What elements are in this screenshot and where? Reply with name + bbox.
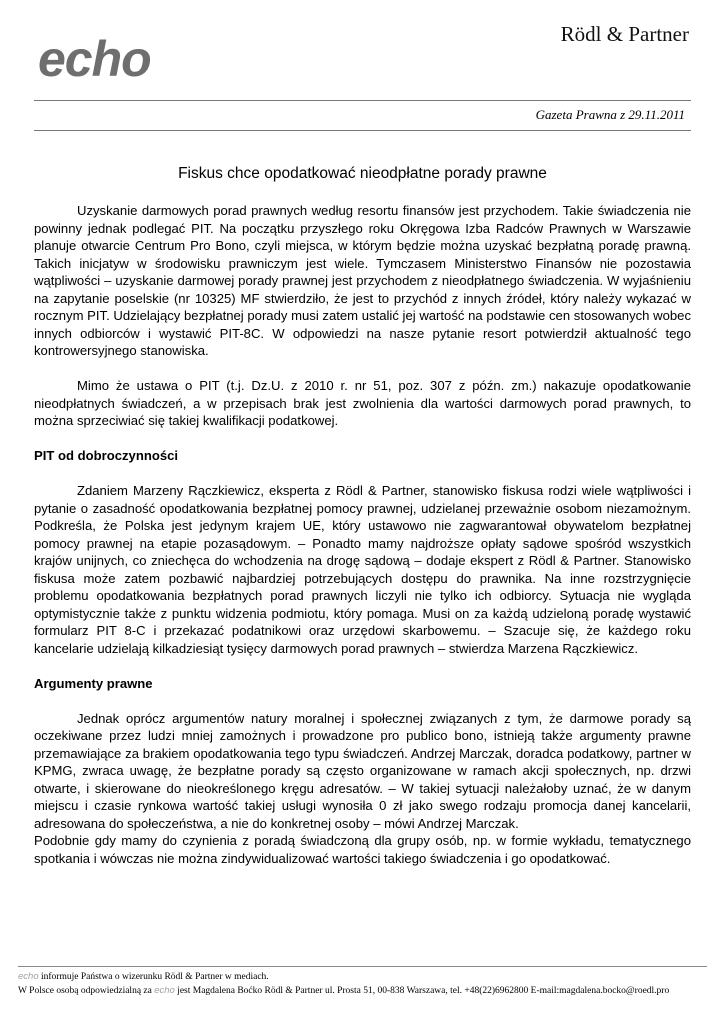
footer-line-2-pre: W Polsce osobą odpowiedzialną za (18, 986, 155, 996)
paragraph: Jednak oprócz argumentów natury moralnej i społecznej związanych z tym, że darmowe porady są oczekiwane przez ludzi mniej zamożnych i prowadzone pro publico bono, istnieją także argumenty prawne przemawiające za brakiem opodatkowania tego typu świadczeń. Andrzej Marczak, doradca podatkowy, partner w KPMG, zwraca uwagę, że bezpłatne porady są często organizowane w ramach akcji społecznych, np. drzwi otwarte, i skierowane do nieokreślonego kręgu adresatów. – W takiej sytuacji należałoby uznać, że w danym miejscu i czasie rynkowa wartość takiej usługi wynosiła 0 zł jako swego rodzaju promocja danej kancelarii, adresowana do społeczeństwa, a nie do konkretnej osoby – mówi Andrzej Marczak. (34, 710, 691, 831)
footer-echo-brand: echo (154, 985, 175, 996)
article-title: Fiskus chce opodatkować nieodpłatne porady prawne (178, 165, 547, 182)
paragraph: Uzyskanie darmowych porad prawnych według resortu finansów jest przychodem. Takie świadczenia nie powinny jednak podlegać PIT. Na początku przyszłego roku Okręgowa Izba Radców Prawnych w Warszawie planuje otwarcie Centrum Pro Bono, czyli miejsca, w którym będzie można uzyskać bezpłatną poradę prawną. Takich inicjatyw w środowisku prawniczym jest wiele. Tymczasem Ministerstwo Finansów nie pozostawia wątpliwości – uzyskanie darmowej porady prawnej jest przychodem z nieodpłatnego świadczenia. W wyjaśnieniu na zapytanie poselskie (nr 10325) MF stwierdziło, że jest to przychód z innych źródeł, który należy wykazać w rocznym PIT. Udzielający bezpłatnej porady musi zatem ustalić jej wartość na podstawie cen stosowanych wobec innych odbiorców i wystawić PIT-8C. W odpowiedzi na nasze pytanie resort potwierdził aktualność tego kontrowersyjnego stanowiska. (34, 203, 691, 358)
article-body (34, 202, 691, 867)
section-heading: PIT od dobroczynności (34, 448, 179, 463)
paragraph: Podobnie gdy mamy do czynienia z poradą świadczoną dla grupy osób, np. w formie wykładu, tematycznego spotkania i wówczas nie można zindywidualizować wartości takiego świadczenia i go opodatkować. (34, 833, 691, 866)
section-heading: Argumenty prawne (34, 675, 153, 691)
paragraph: Zdaniem Marzeny Rączkiewicz, eksperta z Rödl & Partner, stanowisko fiskusa rodzi wiele wątpliwości i pytanie o zasadność opodatkowania bezpłatnej pomocy prawnej, udzielanej przeważnie osobom niezamożnym. Podkreśla, że Polska jest jedynym krajem UE, który ustawowo nie zagwarantował obywatelom bezpłatnej pomocy prawnej na etapie pozasądowym. – Ponadto mamy najdroższe opłaty sądowe spośród wszystkich krajów unijnych, co zniechęca do wchodzenia na drogę sądową – dodaje ekspert z Rödl & Partner. Stanowisko fiskusa może zatem pozbawić najbardziej potrzebujących dostępu do prawnika. Na inne rozstrzygnięcie problemu opodatkowania bezpłatnych porad prawnych liczyli nie tylko ich odbiorcy. Sytuacja nie wygląda optymistycznie także z punktu widzenia podmiotu, który pomaga. Musi on za każdą udzieloną poradę wystawić formularz PIT 8-C i przekazać podatnikowi oraz urzędowi skarbowemu. – Szacuje się, że każdego roku kancelarie udzielają kilkadziesiąt tysięcy darmowych porad prawnych – stwierdza Marzena Rączkiewicz. (34, 483, 691, 656)
footer-line-1-text: informuje Państwa o wizerunku Rödl & Partner w mediach. (38, 972, 269, 982)
source-citation: Gazeta Prawna z 29.11.2011 (535, 107, 685, 122)
footer-line-1 (18, 970, 707, 984)
header-divider-top (34, 100, 691, 101)
header-divider-bottom (34, 130, 691, 131)
footer-contact: jest Magdalena Boćko Rödl & Partner ul. Prosta 51, 00-838 Warszawa, tel. +48(22)6962800 E-mail:magdalena.bocko@roedl.pro (174, 986, 670, 996)
footer-line-2 (18, 984, 707, 998)
echo-logo: echo (38, 31, 151, 87)
footer-echo-brand: echo (18, 971, 39, 982)
paragraph: Mimo że ustawa o PIT (t.j. Dz.U. z 2010 r. nr 51, poz. 307 z późn. zm.) nakazuje opodatkowanie nieodpłatnych świadczeń, a w przepisach brak jest zwolnienia dla wartości darmowych porad prawnych, to można sprzeciwiać się takiej kwalifikacji podatkowej. (34, 378, 691, 428)
footer (18, 966, 707, 998)
rodl-partner-logo: Rödl & Partner (560, 22, 689, 46)
